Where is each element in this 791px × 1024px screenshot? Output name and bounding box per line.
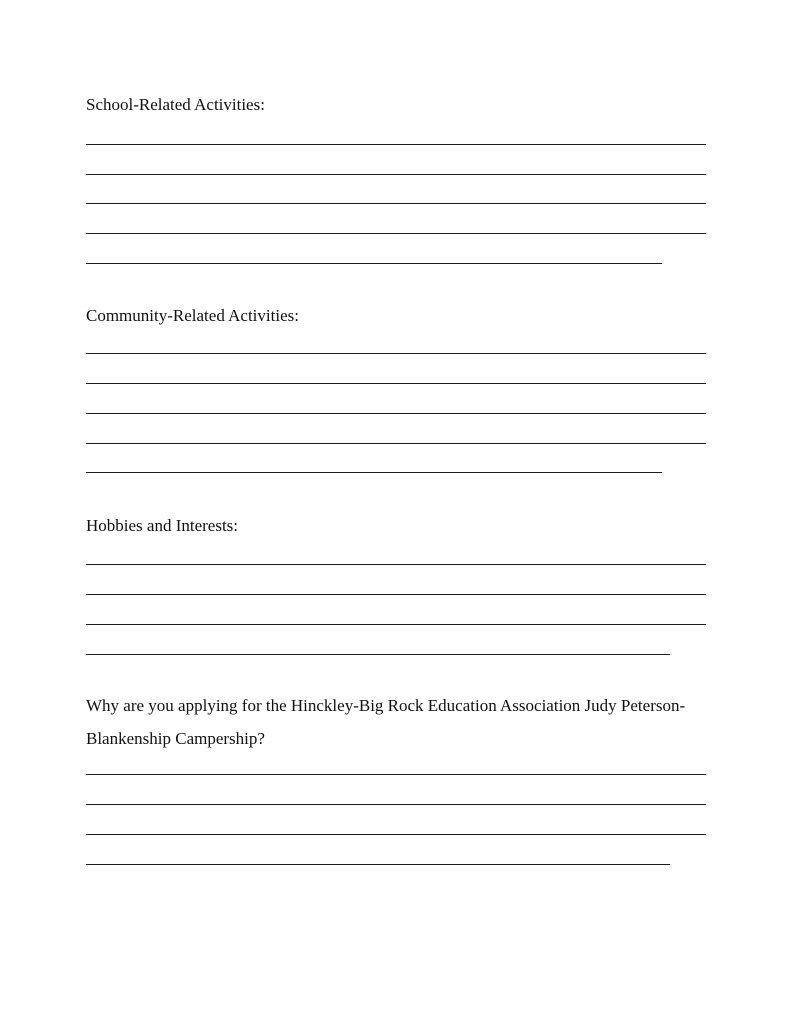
hobbies-interests-line-4[interactable] — [86, 654, 670, 655]
hobbies-interests-heading: Hobbies and Interests: — [86, 516, 239, 535]
community-activities-line-1[interactable] — [86, 353, 706, 354]
community-activities-line-3[interactable] — [86, 413, 706, 414]
why-applying-question: Why are you applying for the Hinckley-Big Rock Education Association Judy Peterson-Blankenship Campership? — [86, 696, 686, 748]
why-applying-line-4[interactable] — [86, 864, 670, 865]
school-activities-line-3[interactable] — [86, 203, 706, 204]
hobbies-interests-line-2[interactable] — [86, 594, 706, 595]
community-activities-line-2[interactable] — [86, 383, 706, 384]
hobbies-interests-line-3[interactable] — [86, 624, 706, 625]
community-activities-line-4[interactable] — [86, 443, 706, 444]
school-activities-line-4[interactable] — [86, 233, 706, 234]
school-activities-line-2[interactable] — [86, 174, 706, 175]
why-applying-line-2[interactable] — [86, 804, 706, 805]
school-activities-line-1[interactable] — [86, 144, 706, 145]
community-activities-line-5[interactable] — [86, 472, 662, 473]
community-activities-heading: Community-Related Activities: — [86, 306, 299, 325]
school-activities-line-5[interactable] — [86, 263, 662, 264]
hobbies-interests-line-1[interactable] — [86, 564, 706, 565]
why-applying-line-3[interactable] — [86, 834, 706, 835]
school-activities-heading: School-Related Activities: — [86, 95, 265, 114]
why-applying-line-1[interactable] — [86, 774, 706, 775]
